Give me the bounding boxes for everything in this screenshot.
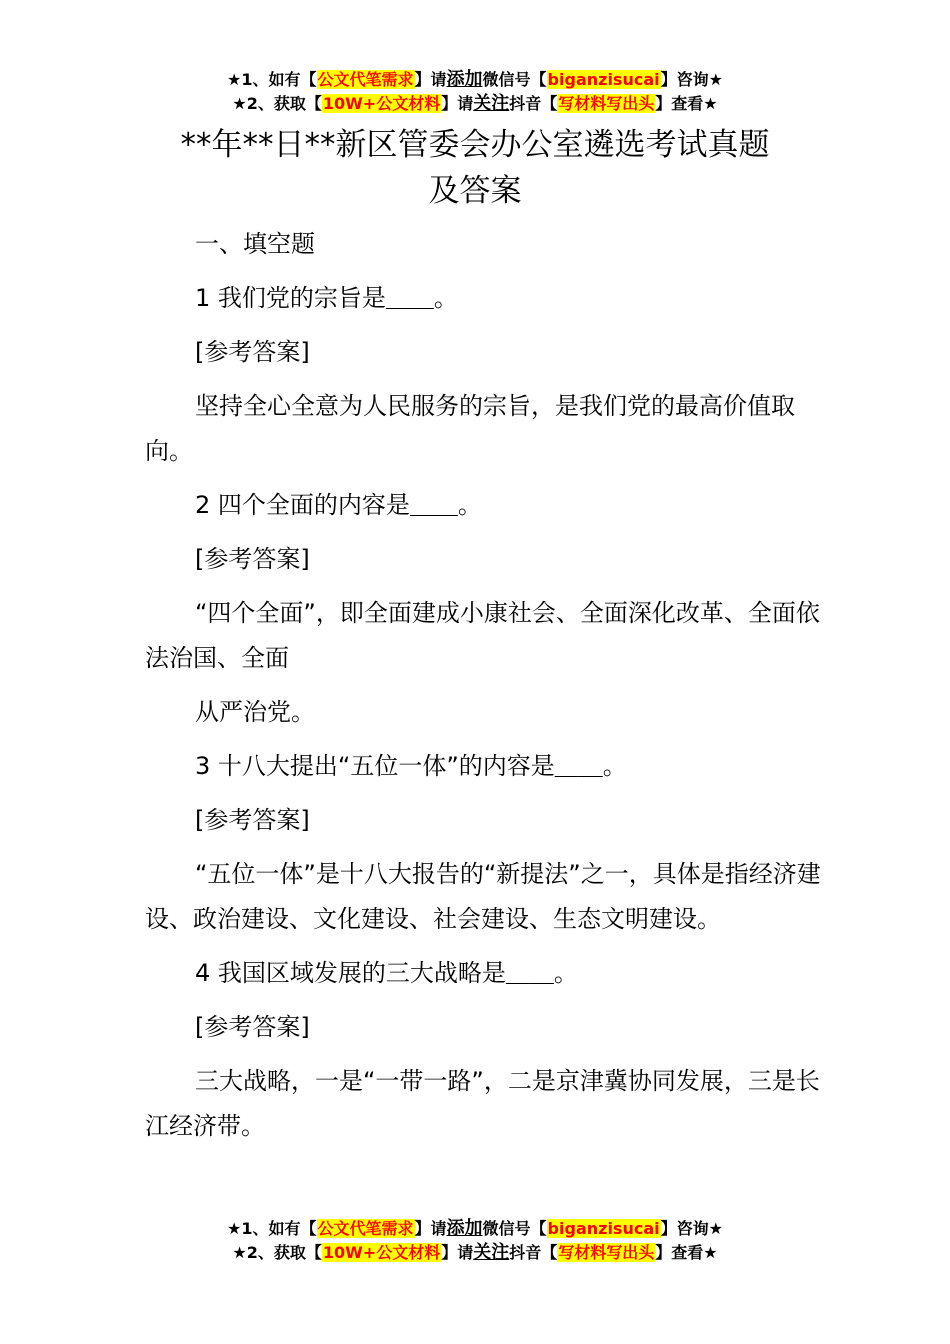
- answer-text: 三大战略，一是“一带一路”，二是京津冀协同发展，三是长江经济带。: [145, 1067, 820, 1140]
- banner-line-2: [0, 92, 950, 116]
- banner-text: 】咨询★: [660, 70, 723, 89]
- title-line-1: **年**日**新区管委会办公室遴选考试真题: [180, 127, 770, 163]
- banner-highlight: 10W+公文材料: [322, 1243, 441, 1262]
- banner-emphasis: 关注: [473, 1242, 510, 1263]
- question: 4 我国区域发展的三大战略是＿＿。: [195, 959, 578, 987]
- banner-text: 】查看★: [655, 1243, 718, 1262]
- banner-highlight: 写材料写出头: [558, 94, 655, 113]
- footer-banner: [0, 1217, 950, 1265]
- banner-line-1: [0, 1217, 950, 1241]
- answer-label: [参考答案]: [195, 1013, 310, 1041]
- banner-text: 抖音【: [509, 1243, 558, 1262]
- banner-highlight: 公文代笔需求: [317, 1219, 414, 1238]
- banner-emphasis: 添加: [446, 1218, 483, 1239]
- banner-text: 】请: [441, 94, 474, 113]
- section-heading: 一、填空题: [195, 230, 315, 258]
- banner-highlight: 写材料写出头: [558, 1243, 655, 1262]
- banner-text: 】请: [414, 70, 447, 89]
- answer-text: “四个全面”，即全面建成小康社会、全面深化改革、全面依法治国、全面: [145, 599, 820, 672]
- banner-highlight: biganzisucai: [547, 1219, 660, 1238]
- banner-text: 】请: [441, 1243, 474, 1262]
- header-banner: [0, 68, 950, 116]
- banner-text: 微信号【: [482, 1219, 547, 1238]
- question: 2 四个全面的内容是＿＿。: [195, 491, 482, 519]
- question: 1 我们党的宗旨是＿＿。: [195, 284, 458, 312]
- answer-label: [参考答案]: [195, 338, 310, 366]
- question: 3 十八大提出“五位一体”的内容是＿＿。: [195, 752, 627, 780]
- banner-text: 抖音【: [509, 94, 558, 113]
- banner-text: 】请: [414, 1219, 447, 1238]
- banner-text: ★1、如有【: [227, 70, 317, 89]
- banner-text: 微信号【: [482, 70, 547, 89]
- banner-emphasis: 添加: [446, 69, 483, 90]
- banner-text: ★1、如有【: [227, 1219, 317, 1238]
- answer-label: [参考答案]: [195, 545, 310, 573]
- document-title: [0, 122, 950, 214]
- answer-text: 坚持全心全意为人民服务的宗旨，是我们党的最高价值取向。: [145, 392, 795, 465]
- answer-text: 从严治党。: [195, 698, 315, 726]
- banner-line-1: [0, 68, 950, 92]
- answer-text: “五位一体”是十八大报告的“新提法”之一，具体是指经济建设、政治建设、文化建设、社会建设、生态文明建设。: [145, 860, 821, 933]
- banner-text: ★2、获取【: [232, 1243, 322, 1262]
- banner-emphasis: 关注: [473, 93, 510, 114]
- banner-text: 】查看★: [655, 94, 718, 113]
- banner-line-2: [0, 1241, 950, 1265]
- document-body: [145, 222, 825, 1158]
- banner-text: 】咨询★: [660, 1219, 723, 1238]
- answer-label: [参考答案]: [195, 806, 310, 834]
- title-line-2: 及答案: [428, 173, 522, 209]
- banner-highlight: biganzisucai: [547, 70, 660, 89]
- banner-highlight: 10W+公文材料: [322, 94, 441, 113]
- banner-highlight: 公文代笔需求: [317, 70, 414, 89]
- banner-text: ★2、获取【: [232, 94, 322, 113]
